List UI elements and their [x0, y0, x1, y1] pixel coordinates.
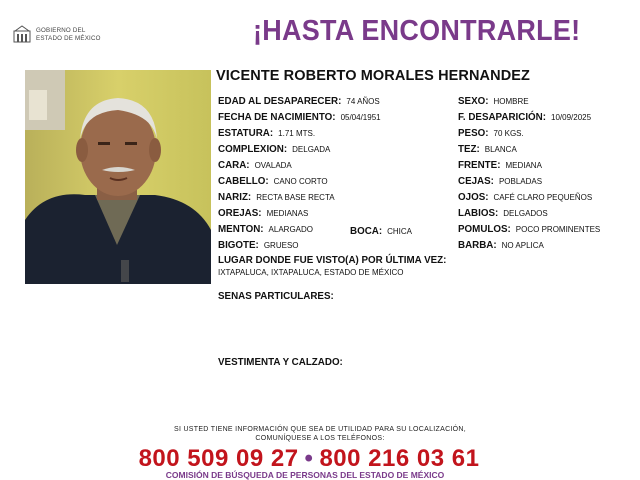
- footer-info-line2: COMUNÍQUESE A LOS TELÉFONOS:: [255, 435, 385, 442]
- phone-number-2[interactable]: 800 216 03 61: [319, 445, 480, 472]
- field-frente: FRENTE: MEDIANA: [458, 160, 542, 171]
- government-logo: [12, 24, 132, 46]
- field-boca: BOCA: CHICA: [350, 226, 412, 237]
- lugar-value: IXTAPALUCA, IXTAPALUCA, ESTADO DE MÉXICO: [218, 268, 404, 277]
- field-cara: CARA: OVALADA: [218, 160, 292, 171]
- field-cabello: CABELLO: CANO CORTO: [218, 176, 328, 187]
- field-peso: PESO: 70 KGS.: [458, 128, 524, 139]
- phone-number-1[interactable]: 800 509 09 27: [138, 445, 299, 472]
- commission-name: COMISIÓN DE BÚSQUEDA DE PERSONAS DEL ESTADO DE MÉXICO: [165, 470, 445, 480]
- field-desaparicion: F. DESAPARICIÓN: 10/09/2025: [458, 112, 592, 123]
- phone-separator: •: [304, 445, 314, 472]
- phone-numbers: [0, 445, 618, 473]
- field-complexion: COMPLEXION: DELGADA: [218, 144, 331, 155]
- field-nacimiento: FECHA DE NACIMIENTO: 05/04/1951: [218, 112, 381, 123]
- field-pomulos: POMULOS: POCO PROMINENTES: [458, 224, 601, 235]
- field-cejas: CEJAS: POBLADAS: [458, 176, 543, 187]
- field-sexo: SEXO: HOMBRE: [458, 96, 529, 107]
- field-barba: BARBA: NO APLICA: [458, 240, 544, 251]
- person-name: VICENTE ROBERTO MORALES HERNANDEZ: [216, 68, 530, 84]
- field-tez: TEZ: BLANCA: [458, 144, 517, 155]
- field-estatura: ESTATURA: 1.71 MTS.: [218, 128, 316, 139]
- logo-text-line2: ESTADO DE MÉXICO: [36, 35, 101, 42]
- vestimenta-label: VESTIMENTA Y CALZADO:: [218, 357, 343, 368]
- field-menton: MENTON: ALARGADO: [218, 224, 314, 235]
- field-edad: EDAD AL DESAPARECER: 74 AÑOS: [218, 96, 380, 107]
- government-seal-icon: [12, 24, 32, 44]
- field-ojos: OJOS: CAFÉ CLARO PEQUEÑOS: [458, 192, 593, 203]
- field-bigote: BIGOTE: GRUESO: [218, 240, 299, 251]
- headline: ¡HASTA ENCONTRARLE!: [253, 15, 581, 47]
- field-nariz: NARIZ: RECTA BASE RECTA: [218, 192, 335, 203]
- senas-particulares-label: SENAS PARTICULARES:: [218, 291, 334, 302]
- logo-text-line1: GOBIERNO DEL: [36, 27, 86, 34]
- person-photo: [25, 70, 211, 284]
- lugar-label: LUGAR DONDE FUE VISTO(A) POR ÚLTIMA VEZ:: [218, 255, 447, 266]
- field-orejas: OREJAS: MEDIANAS: [218, 208, 309, 219]
- field-labios: LABIOS: DELGADOS: [458, 208, 548, 219]
- footer-info-line1: SI USTED TIENE INFORMACIÓN QUE SEA DE UTILIDAD PARA SU LOCALIZACIÓN,: [173, 426, 467, 433]
